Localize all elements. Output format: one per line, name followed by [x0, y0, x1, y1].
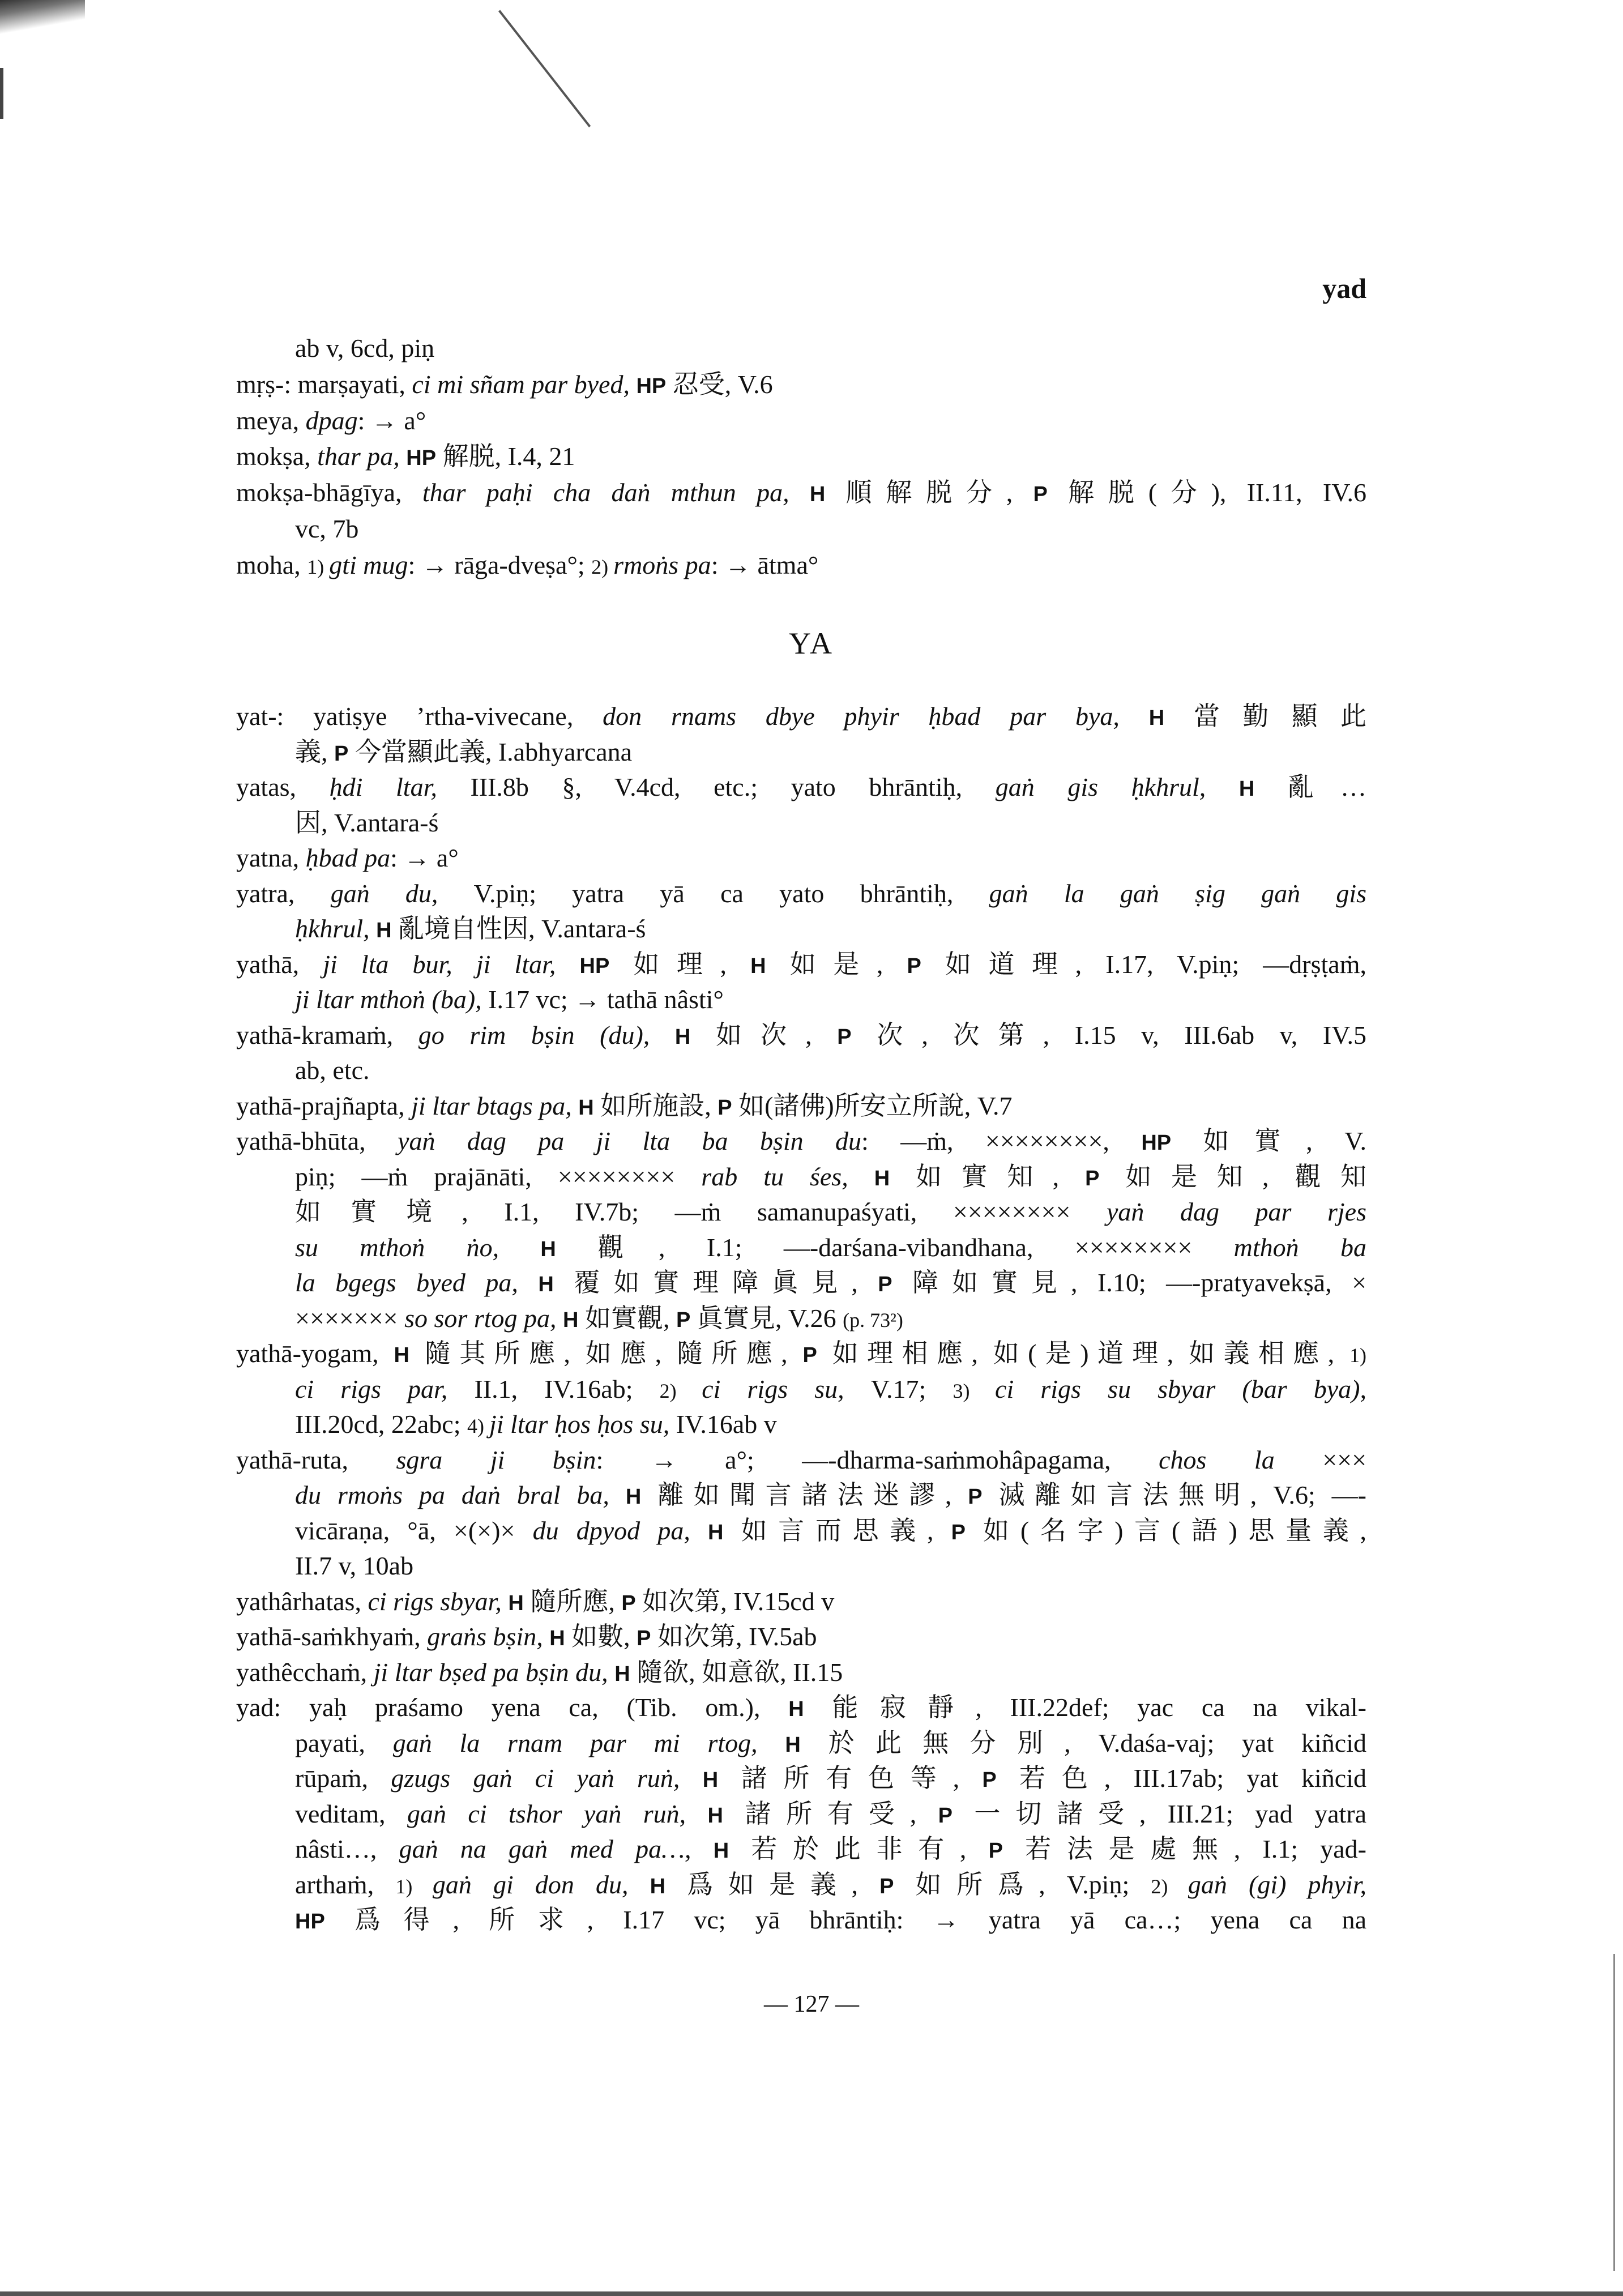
text: yathā-bhūta, — [236, 1126, 398, 1155]
dictionary-entry — [236, 403, 1366, 439]
tibetan-text: ji ltar ḥos ḥos su, — [489, 1410, 676, 1439]
text: 爲如是義, — [665, 1870, 880, 1899]
entry-line — [236, 1619, 1366, 1655]
text: I.17 vc; → tathā nâsti° — [488, 985, 724, 1014]
source-label: P — [621, 1591, 636, 1615]
tibetan-text: graṅs bṣin, — [427, 1622, 550, 1651]
entry-line — [236, 840, 1366, 876]
text: IV.16ab v — [676, 1410, 777, 1439]
text: 若色, III.17ab; yat kiñcid — [996, 1764, 1367, 1793]
text: yathā-prajñapta, — [236, 1091, 412, 1120]
text: 離如聞言諸法迷謬, — [641, 1480, 968, 1509]
text: yathā-kramaṁ, — [236, 1020, 418, 1049]
entry-line — [236, 1832, 1366, 1867]
text: 義, — [295, 737, 334, 766]
text: vc, 7b — [295, 514, 359, 543]
source-label: P — [1085, 1166, 1100, 1190]
text: 於此無分別, V.daśa-vaj; yat kiñcid — [800, 1728, 1366, 1757]
text: 能寂靜, III.22def; yac ca na vikal- — [804, 1693, 1366, 1722]
text: : → a° — [390, 843, 459, 872]
source-label: H — [1148, 706, 1165, 730]
text: 隨欲, 如意欲, II.15 — [630, 1657, 843, 1687]
text: 次, 次第, I.15 v, III.6ab v, IV.5 — [851, 1020, 1366, 1049]
dictionary-entry — [236, 840, 1366, 876]
text: 如次第, IV.5ab — [651, 1622, 817, 1651]
entry-line — [236, 1301, 1366, 1337]
tibetan-text: du rmoṅs pa daṅ bral ba, — [295, 1480, 626, 1509]
text: 如是, — [766, 949, 907, 979]
text: 如實知, — [890, 1162, 1086, 1191]
text: 如實觀, — [578, 1303, 676, 1333]
source-label: H — [394, 1343, 409, 1367]
text: 若法是處無, I.1; yad- — [1002, 1834, 1366, 1863]
source-label: H — [650, 1874, 666, 1898]
tibetan-text: chos la — [1159, 1445, 1323, 1474]
source-label: H — [713, 1839, 729, 1863]
dictionary-entry — [236, 547, 1366, 583]
entry-line — [236, 403, 1366, 439]
text: yathā-yogam, — [236, 1339, 394, 1368]
text: : → rāga-dveṣa°; — [408, 550, 592, 579]
dictionary-entry — [236, 366, 1366, 403]
tibetan-text: so sor rtog pa, — [404, 1303, 563, 1333]
text: : → ātma° — [711, 550, 819, 579]
text: 當勤顯此 — [1164, 702, 1366, 731]
tibetan-text: rab tu śes, — [701, 1162, 874, 1191]
dictionary-entry — [236, 1018, 1366, 1089]
source-label: P — [334, 741, 349, 766]
text: 解脱(分), II.11, IV.6 — [1047, 478, 1367, 507]
text: yathârhatas, — [236, 1586, 368, 1616]
text: piṇ; —ṁ prajānāti, ×××××××× — [295, 1162, 702, 1191]
tibetan-text: gaṅ gi don du, — [432, 1870, 650, 1899]
dictionary-entry — [236, 876, 1366, 947]
tibetan-text: thar paḥi cha daṅ mthun pa, — [422, 478, 810, 507]
entry-line — [236, 1655, 1366, 1691]
text: 亂… — [1254, 773, 1367, 801]
source-label: P — [879, 1874, 894, 1898]
text: II.7 v, 10ab — [295, 1551, 414, 1580]
text: yathā-saṁkhyaṁ, — [236, 1622, 428, 1651]
source-label: H — [538, 1273, 554, 1296]
note-number: 2) — [1151, 1875, 1188, 1898]
tibetan-text: ji ltar mthoṅ (ba), — [295, 985, 489, 1014]
text: vicāraṇa, °ā, ×(×)× — [295, 1516, 533, 1545]
source-label: H — [614, 1662, 630, 1686]
entry-line — [236, 1548, 1366, 1584]
tibetan-text: su mthoṅ ṅo, — [295, 1232, 541, 1262]
section-heading: YA — [788, 626, 834, 660]
note-number: 2) — [659, 1379, 702, 1402]
entry-line — [236, 982, 1366, 1018]
tibetan-text: ci rigs su sbyar (bar bya), — [995, 1374, 1366, 1403]
scan-artifact-left-edge — [0, 68, 3, 119]
text: 諸所有色等, — [718, 1764, 983, 1793]
text: yat-: yatiṣye ’rtha-vivecane, — [236, 702, 603, 731]
source-label: H — [785, 1732, 801, 1757]
note-number: 1) — [395, 1875, 433, 1898]
dictionary-entry — [236, 1443, 1366, 1584]
text: 如實, V. — [1171, 1126, 1366, 1155]
entries-block-ya — [236, 699, 1366, 1938]
tibetan-text: ci rigs su, — [702, 1374, 871, 1403]
text: 如理, — [609, 949, 751, 979]
tibetan-text: don rnams dbye phyir ḥbad par bya, — [603, 702, 1149, 731]
entry-line — [236, 1265, 1366, 1301]
source-label: P — [802, 1343, 817, 1367]
dictionary-entry — [236, 1336, 1366, 1443]
source-label: H — [708, 1520, 724, 1544]
source-label: H — [750, 954, 766, 978]
text: 如實境, I.1, IV.7b; —ṁ samanupaśyati, ×××××××× — [295, 1197, 1107, 1226]
text: ××× — [1322, 1445, 1367, 1474]
text: meya, — [236, 406, 306, 435]
entry-line — [236, 947, 1366, 983]
text: : → a° — [357, 406, 426, 435]
source-label: P — [907, 954, 921, 978]
dictionary-entry — [236, 770, 1366, 840]
source-label: H — [874, 1166, 890, 1190]
text: veditam, — [295, 1799, 408, 1828]
tibetan-text: ḥdi ltar, — [329, 773, 471, 801]
text: mokṣa, — [236, 442, 318, 471]
source-label: P — [1033, 483, 1048, 507]
tibetan-text: ḥkhrul, — [295, 914, 377, 943]
entry-line — [236, 438, 1366, 475]
tibetan-text: gaṅ na gaṅ med pa…, — [399, 1834, 714, 1863]
dictionary-entry — [236, 1690, 1366, 1938]
entry-line — [236, 1761, 1366, 1796]
entry-line — [236, 1194, 1366, 1230]
entry-line — [236, 911, 1366, 947]
text: 隨其所應, 如應, 隨所應, — [409, 1339, 803, 1368]
tibetan-text: gti mug — [329, 550, 408, 579]
note-number: 2) — [591, 555, 614, 578]
text: : —ṁ, ××××××××, — [861, 1126, 1142, 1155]
text: yad: yaḥ praśamo yena ca, (Tib. om.), — [236, 1693, 789, 1722]
entry-line — [236, 770, 1366, 805]
tibetan-text: ji ltar bṣed pa bṣin du, — [373, 1657, 615, 1687]
page-number: — 127 — — [764, 1991, 859, 2017]
tibetan-text: gaṅ gis ḥkhrul, — [995, 773, 1239, 801]
tibetan-text: yaṅ dag par rjes — [1106, 1197, 1366, 1226]
entry-line — [236, 366, 1366, 403]
tibetan-text: sgra ji bṣin — [396, 1445, 596, 1474]
source-label: H — [376, 919, 392, 942]
text: III.8b §, V.4cd, etc.; yato bhrāntiḥ, — [470, 773, 996, 801]
scan-artifact-bottom-edge — [0, 2291, 1623, 2296]
source-label: P — [676, 1308, 691, 1332]
source-label: H — [707, 1803, 723, 1828]
source-label: HP — [1141, 1131, 1172, 1155]
entry-line — [236, 735, 1366, 770]
entry-line — [236, 1089, 1366, 1124]
note-number: 1) — [307, 555, 330, 578]
source-label: H — [578, 1095, 594, 1120]
text: 亂境自性因, V.antara-ś — [391, 914, 646, 943]
dictionary-entry — [236, 699, 1366, 770]
entry-line — [236, 805, 1366, 841]
source-label: H — [702, 1768, 719, 1792]
text: II.1, IV.16ab; — [474, 1374, 660, 1403]
text: yatas, — [236, 773, 330, 801]
entry-line — [236, 475, 1366, 511]
text: 爲得, 所求, I.17 vc; yā bhrāntiḥ: → yatra yā ca…; yena ca na — [324, 1905, 1366, 1934]
tibetan-text: gaṅ la rnam par mi rtog, — [392, 1728, 785, 1757]
text: 滅離如言法無明, V.6; —- — [982, 1480, 1366, 1509]
text: 如次, — [690, 1020, 838, 1049]
text: 隨所應, — [523, 1586, 622, 1616]
source-label: H — [540, 1237, 556, 1261]
entry-line — [236, 1124, 1366, 1159]
source-label: P — [951, 1520, 966, 1544]
text: 今當顯此義, I.abhyarcana — [348, 737, 633, 766]
source-label: P — [837, 1025, 852, 1049]
source-label: HP — [579, 954, 610, 978]
note-number: (p. 73²) — [843, 1308, 903, 1331]
source-label: H — [625, 1485, 642, 1509]
text: 如(名字)言(語)思量義, — [966, 1516, 1367, 1545]
entry-line — [236, 1443, 1366, 1478]
tibetan-text: la bgegs byed pa, — [295, 1268, 539, 1297]
entry-line — [236, 1690, 1366, 1726]
tibetan-text: go rim bṣin (du), — [418, 1020, 675, 1049]
text: 如數, — [565, 1622, 637, 1651]
entry-line — [236, 1336, 1366, 1372]
tibetan-text: ci rigs par, — [295, 1374, 475, 1403]
source-label: P — [988, 1839, 1003, 1863]
text: ab, etc. — [295, 1056, 370, 1085]
text: 如(諸佛)所安立所說, V.7 — [732, 1091, 1013, 1120]
source-label: H — [1238, 777, 1255, 801]
tibetan-text: rmoṅs pa — [613, 550, 711, 579]
source-label: H — [563, 1308, 579, 1332]
source-label: H — [674, 1025, 691, 1049]
text: 如言而思義, — [723, 1516, 951, 1545]
text: yatna, — [236, 843, 306, 872]
dictionary-entry — [236, 1619, 1366, 1655]
text: 一切諸受, III.21; yad yatra — [953, 1799, 1367, 1828]
entry-line — [236, 511, 1366, 547]
text: III.20cd, 22abc; — [295, 1410, 467, 1439]
dictionary-entry — [236, 330, 1366, 366]
tibetan-text: gzugs gaṅ ci yaṅ ruṅ, — [391, 1764, 703, 1793]
note-number: 1) — [1349, 1344, 1367, 1367]
entry-line — [236, 1159, 1366, 1195]
entry-line — [236, 1372, 1366, 1407]
text: 如理相應, 如(是)道理, 如義相應, — [817, 1339, 1350, 1368]
text: moha, — [236, 550, 307, 579]
text: 如所爲, V.piṇ; — [894, 1870, 1151, 1899]
text: yathā-ruta, — [236, 1445, 396, 1474]
tibetan-text: ci mi sñam par byed, — [412, 369, 637, 399]
text: V.17; — [870, 1374, 953, 1403]
entry-line — [236, 699, 1366, 735]
text: 觀, I.1; —-darśana-vibandhana, ×××××××× — [556, 1232, 1234, 1262]
entry-line — [236, 1513, 1366, 1549]
source-label: HP — [406, 446, 437, 471]
source-label: P — [968, 1485, 983, 1509]
source-label: H — [508, 1591, 524, 1615]
text: ab v, 6cd, piṇ — [295, 334, 435, 362]
dictionary-entry — [236, 1124, 1366, 1336]
tibetan-text: thar pa, — [317, 442, 407, 471]
text: payati, — [295, 1728, 393, 1757]
text: 忍受, V.6 — [666, 369, 773, 399]
source-label: HP — [636, 374, 667, 398]
tibetan-text: dpag — [305, 406, 358, 435]
text: 如是知, 觀知 — [1099, 1162, 1367, 1191]
tibetan-text: mthoṅ ba — [1233, 1232, 1367, 1262]
source-label: H — [809, 483, 826, 507]
entry-line — [236, 1478, 1366, 1513]
text: V.piṇ; yatra yā ca yato bhrāntiḥ, — [473, 878, 989, 908]
tibetan-text: gaṅ du, — [330, 878, 474, 908]
text: ××××××× — [295, 1303, 405, 1333]
entry-line — [236, 330, 1366, 366]
note-number: 3) — [953, 1379, 996, 1402]
tibetan-text: gaṅ (gi) phyir, — [1188, 1870, 1367, 1899]
dictionary-entry — [236, 1584, 1366, 1620]
scan-artifact-corner — [0, 0, 85, 34]
tibetan-text: ji ltar btags pa, — [411, 1091, 579, 1120]
dictionary-entry — [236, 438, 1366, 475]
text: rūpaṁ, — [295, 1764, 391, 1793]
text: mṛṣ-: marṣayati, — [236, 369, 412, 399]
text: 解脱, I.4, 21 — [436, 442, 575, 471]
tibetan-text: gaṅ la gaṅ ṣig gaṅ gis — [989, 878, 1367, 908]
dictionary-entry — [236, 947, 1366, 1018]
text: 如次第, IV.15cd v — [635, 1586, 835, 1616]
source-label: P — [717, 1095, 732, 1120]
text: 若於此非有, — [729, 1834, 989, 1863]
dictionary-entry — [236, 1655, 1366, 1691]
text: 眞實見, V.26 — [690, 1303, 843, 1333]
text: 如道理, I.17, V.piṇ; —dṛṣṭaṁ, — [921, 949, 1366, 979]
entry-line — [236, 1867, 1366, 1903]
source-label: H — [549, 1627, 565, 1650]
text: 覆如實理障眞見, — [553, 1268, 878, 1297]
entry-line — [236, 1018, 1366, 1053]
text: mokṣa-bhāgīya, — [236, 478, 422, 507]
text: nâsti…, — [295, 1834, 399, 1863]
entry-line — [236, 1407, 1366, 1443]
entry-line — [236, 1796, 1366, 1832]
text: 如所施設, — [593, 1091, 718, 1120]
tibetan-text: du dpyod pa, — [532, 1516, 708, 1545]
entry-line — [236, 1230, 1366, 1266]
text: : → a°; —-dharma-saṁmohâpagama, — [596, 1445, 1159, 1474]
text: 諸所有受, — [723, 1799, 938, 1828]
source-label: HP — [295, 1910, 325, 1934]
dictionary-entry — [236, 1089, 1366, 1124]
source-label: P — [637, 1627, 651, 1650]
text: 障如實見, I.10; —-pratyavekṣā, × — [892, 1268, 1367, 1297]
text: 因, V.antara-ś — [295, 808, 439, 837]
text: yatra, — [236, 878, 331, 908]
entry-line — [236, 1053, 1366, 1089]
source-label: P — [982, 1768, 997, 1792]
note-number: 4) — [467, 1415, 489, 1437]
text: yathêcchaṁ, — [236, 1657, 374, 1687]
tibetan-text: gaṅ ci tshor yaṅ ruṅ, — [407, 1799, 708, 1828]
source-label: H — [788, 1697, 804, 1721]
dictionary-entry — [236, 475, 1366, 547]
source-label: P — [878, 1273, 892, 1296]
entry-line — [236, 1726, 1366, 1761]
entries-block-m — [236, 330, 1366, 583]
entry-line — [236, 1584, 1366, 1620]
scan-artifact-diagonal — [498, 10, 591, 127]
tibetan-text: ḥbad pa — [305, 843, 391, 872]
entry-line — [236, 1902, 1366, 1938]
running-head: yad — [1322, 272, 1366, 304]
entry-line — [236, 547, 1366, 583]
text: yathā, — [236, 949, 323, 979]
entry-line — [236, 876, 1366, 912]
tibetan-text: yaṅ dag pa ji lta ba bṣin du — [398, 1126, 862, 1155]
tibetan-text: ci rigs sbyar, — [368, 1586, 509, 1616]
text: 順解脱分, — [825, 478, 1033, 507]
source-label: P — [938, 1803, 953, 1828]
text: arthaṁ, — [295, 1870, 396, 1899]
tibetan-text: ji lta bur, ji ltar, — [323, 949, 580, 979]
